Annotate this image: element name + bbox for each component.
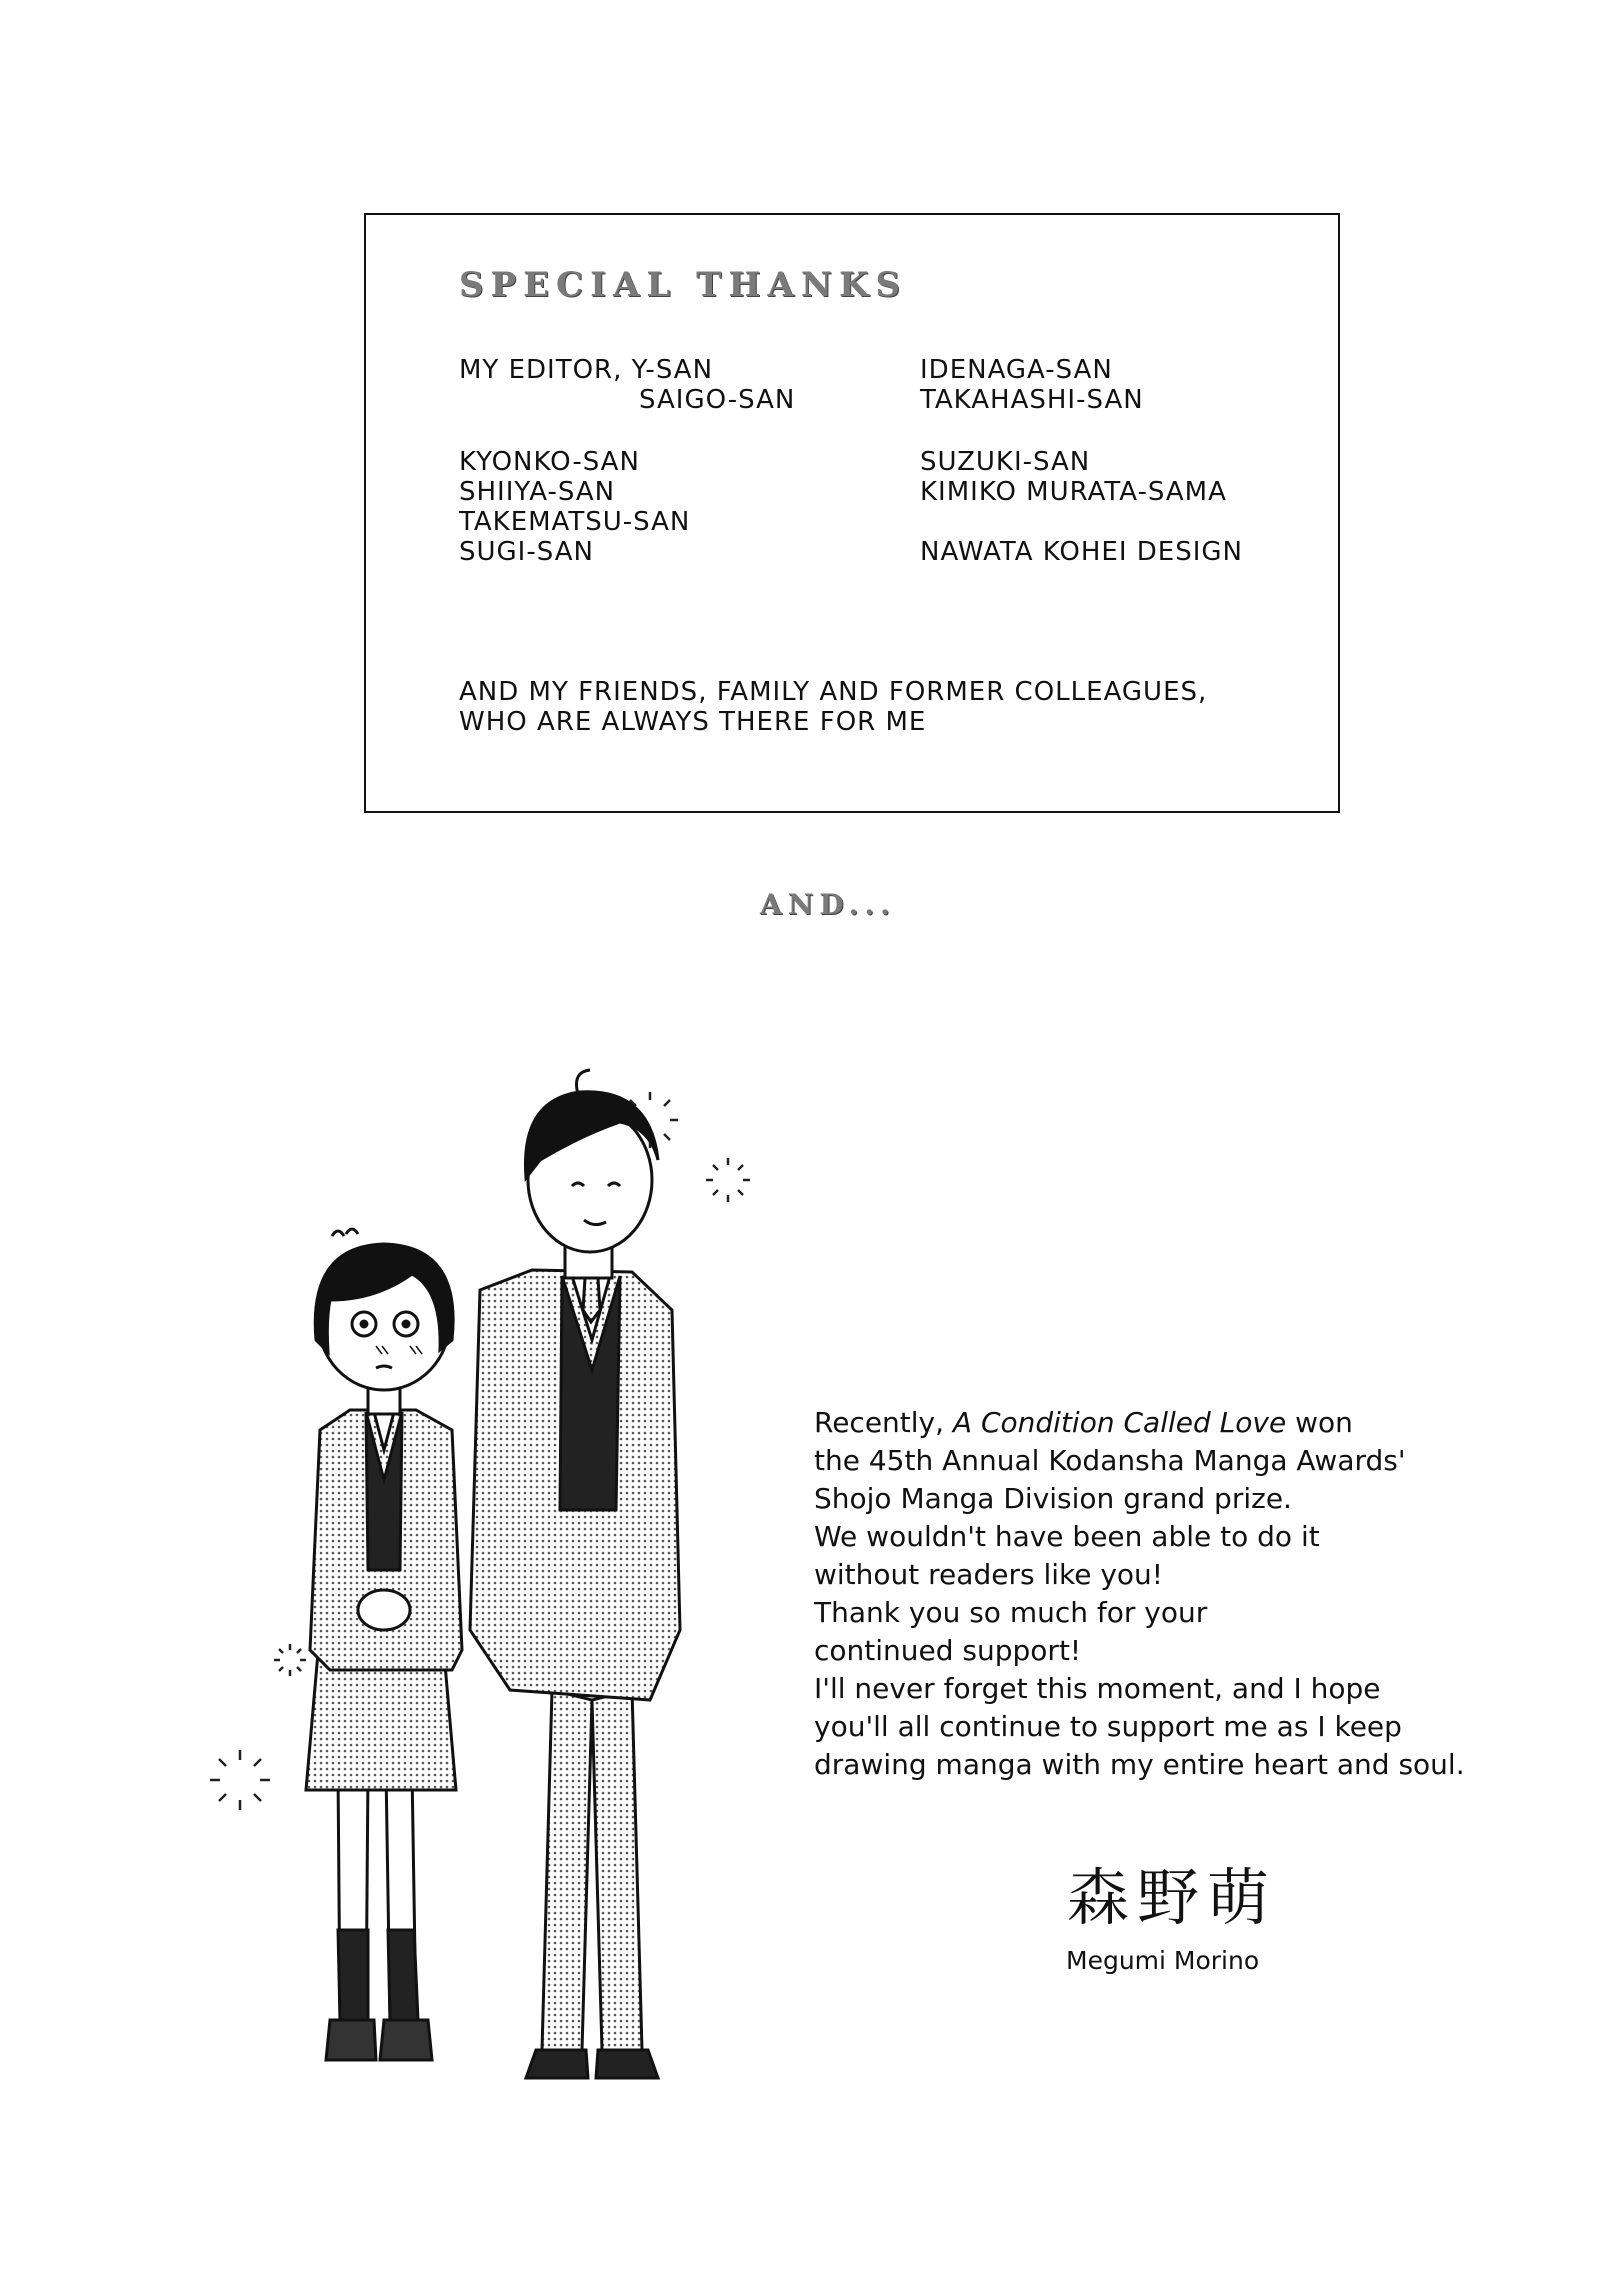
sparkle-burst-left	[274, 1644, 306, 1676]
signature-name: Megumi Morino	[1066, 1946, 1260, 1975]
message-line-5: without readers like you!	[814, 1558, 1164, 1591]
couple-illustration	[180, 1010, 780, 2120]
closing-line-1: AND MY FRIENDS, FAMILY AND FORMER COLLEAGUES,	[459, 677, 1208, 707]
message-line-1: Recently, A Condition Called Love won	[814, 1406, 1353, 1439]
and-heading: AND...	[760, 888, 896, 921]
credit-right-3: SUZUKI-SAN	[920, 447, 1091, 477]
author-message	[814, 1404, 1534, 1784]
special-thanks-title: SPECIAL THANKS	[459, 265, 908, 305]
message-line-9: you'll all continue to support me as I keep	[814, 1710, 1402, 1743]
credit-left-6: SUGI-SAN	[459, 537, 594, 567]
signature-kanji: 森野萌	[1067, 1861, 1278, 1934]
sparkle-burst-mid	[706, 1158, 750, 1202]
credit-left-3: KYONKO-SAN	[459, 447, 640, 477]
credit-right-2: TAKAHASHI-SAN	[920, 385, 1144, 415]
credit-left-2: SAIGO-SAN	[639, 385, 796, 415]
credit-left-5: TAKEMATSU-SAN	[459, 507, 691, 537]
credit-left-4: SHIIYA-SAN	[459, 477, 616, 507]
boy-figure	[470, 1070, 680, 2078]
message-line-4: We wouldn't have been able to do it	[814, 1520, 1320, 1553]
sparkle-burst-low	[210, 1750, 270, 1810]
credit-left-1: MY EDITOR, Y-SAN	[459, 355, 714, 385]
special-thanks-box	[364, 213, 1340, 813]
message-line-7: continued support!	[814, 1634, 1082, 1667]
book-title: A Condition Called Love	[952, 1406, 1287, 1439]
credit-right-4: KIMIKO MURATA-SAMA	[920, 477, 1227, 507]
closing-line-2: WHO ARE ALWAYS THERE FOR ME	[459, 707, 927, 737]
message-line-10: drawing manga with my entire heart and soul.	[814, 1748, 1465, 1781]
message-line-6: Thank you so much for your	[814, 1596, 1208, 1629]
message-line-8: I'll never forget this moment, and I hope	[814, 1672, 1381, 1705]
message-line-2: the 45th Annual Kodansha Manga Awards'	[814, 1444, 1406, 1477]
credit-right-5: NAWATA KOHEI DESIGN	[920, 537, 1244, 567]
girl-figure	[306, 1229, 462, 2060]
message-line-3: Shojo Manga Division grand prize.	[814, 1482, 1292, 1515]
credit-right-1: IDENAGA-SAN	[920, 355, 1113, 385]
